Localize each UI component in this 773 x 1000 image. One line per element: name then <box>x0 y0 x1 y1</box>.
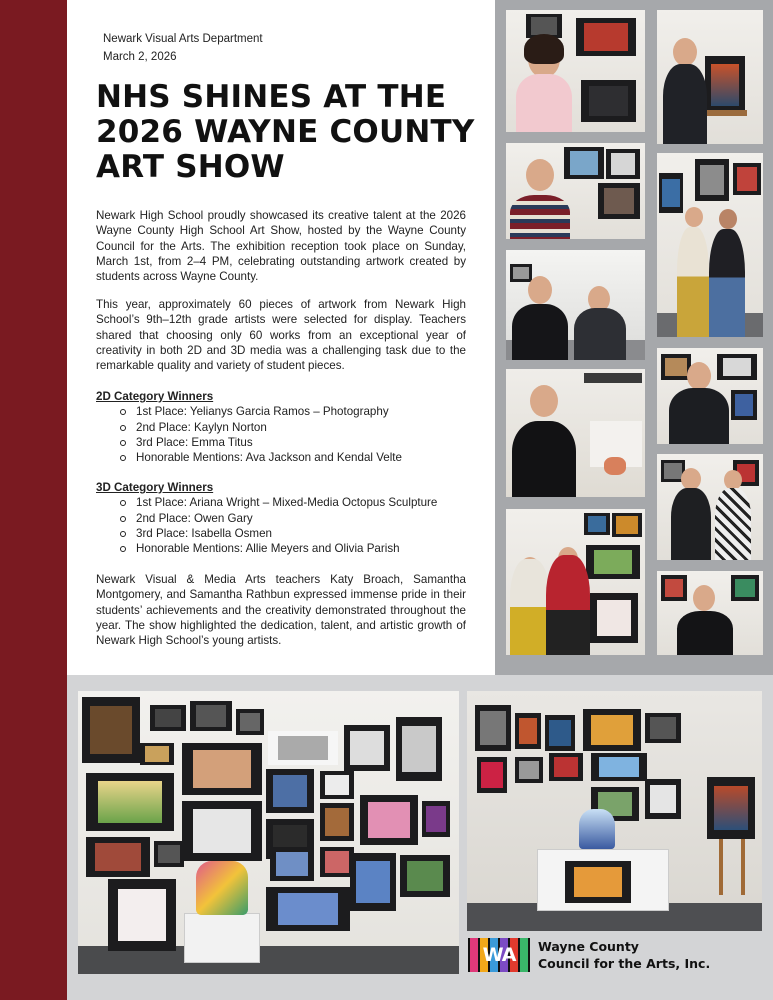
department-name: Newark Visual Arts Department <box>103 33 263 45</box>
photo-student-4 <box>657 348 763 444</box>
council-name-line-2: Council for the Arts, Inc. <box>538 956 711 971</box>
winner-item: Honorable Mentions: Ava Jackson and Kendal Velte <box>120 450 466 465</box>
intro-paragraph: Newark High School proudly showcased its creative talent at the 2026 Wayne County High School Art Show, hosted by the Wayne County Council for the Arts. The exhibition reception took place on Sunday, March 1st, from 2–4 PM, celebrating outstanding artwork created by students across Wayne County. <box>96 209 466 284</box>
council-name-line-1: Wayne County <box>538 939 639 954</box>
winners-3d <box>96 480 466 556</box>
photo-students-pair-2 <box>506 250 645 360</box>
winner-item: 2nd Place: Owen Gary <box>120 511 466 526</box>
left-sidebar-bar <box>0 0 67 1000</box>
winners-3d-heading: 3D Category Winners <box>96 481 214 494</box>
photo-exhibit-wall <box>78 691 459 974</box>
photo-student-3 <box>506 143 645 239</box>
council-logo <box>468 938 530 972</box>
photo-students-pair-4 <box>506 509 645 655</box>
winner-item: 2nd Place: Kaylyn Norton <box>120 420 466 435</box>
winners-2d <box>96 389 466 465</box>
photo-student-5 <box>506 369 645 497</box>
winner-item: 3rd Place: Emma Titus <box>120 435 466 450</box>
winner-item: Honorable Mentions: Allie Meyers and Olivia Parish <box>120 541 466 556</box>
photo-student-1 <box>506 10 645 132</box>
winner-item: 1st Place: Yelianys Garcia Ramos – Photography <box>120 404 466 419</box>
council-name <box>538 938 710 972</box>
closing-paragraph: Newark Visual & Media Arts teachers Katy Broach, Samantha Montgomery, and Samantha Rathbun expressed immense pride in their students’ achievements and the creativity demonstrated throughout the year. The show highlighted the dedication, talent, and artistic growth of Newark High School’s young artists. <box>96 573 466 648</box>
photo-students-pair-3 <box>657 454 763 560</box>
photo-student-2 <box>657 10 763 144</box>
header-block <box>103 30 263 66</box>
article-date: March 2, 2026 <box>103 51 177 63</box>
winners-2d-heading: 2D Category Winners <box>96 390 214 403</box>
photo-student-6 <box>657 571 763 655</box>
winner-item: 3rd Place: Isabella Osmen <box>120 526 466 541</box>
photo-students-pair-1 <box>657 153 763 337</box>
logo-lettering: WA <box>482 944 516 966</box>
article-column <box>67 0 495 675</box>
selection-paragraph: This year, approximately 60 pieces of artwork from Newark High School’s 9th–12th grade artists were selected for display. Teachers shared that choosing only 60 works from an exceptional year of creativity in both 2D and 3D media was a challenging task due to the remarkable quality and variety of student pieces. <box>96 298 466 373</box>
photo-exhibit-display <box>467 691 762 931</box>
article-title: NHS SHINES AT THE 2026 WAYNE COUNTY ART SHOW <box>96 79 475 185</box>
winner-item: 1st Place: Ariana Wright – Mixed-Media Octopus Sculpture <box>120 495 466 510</box>
